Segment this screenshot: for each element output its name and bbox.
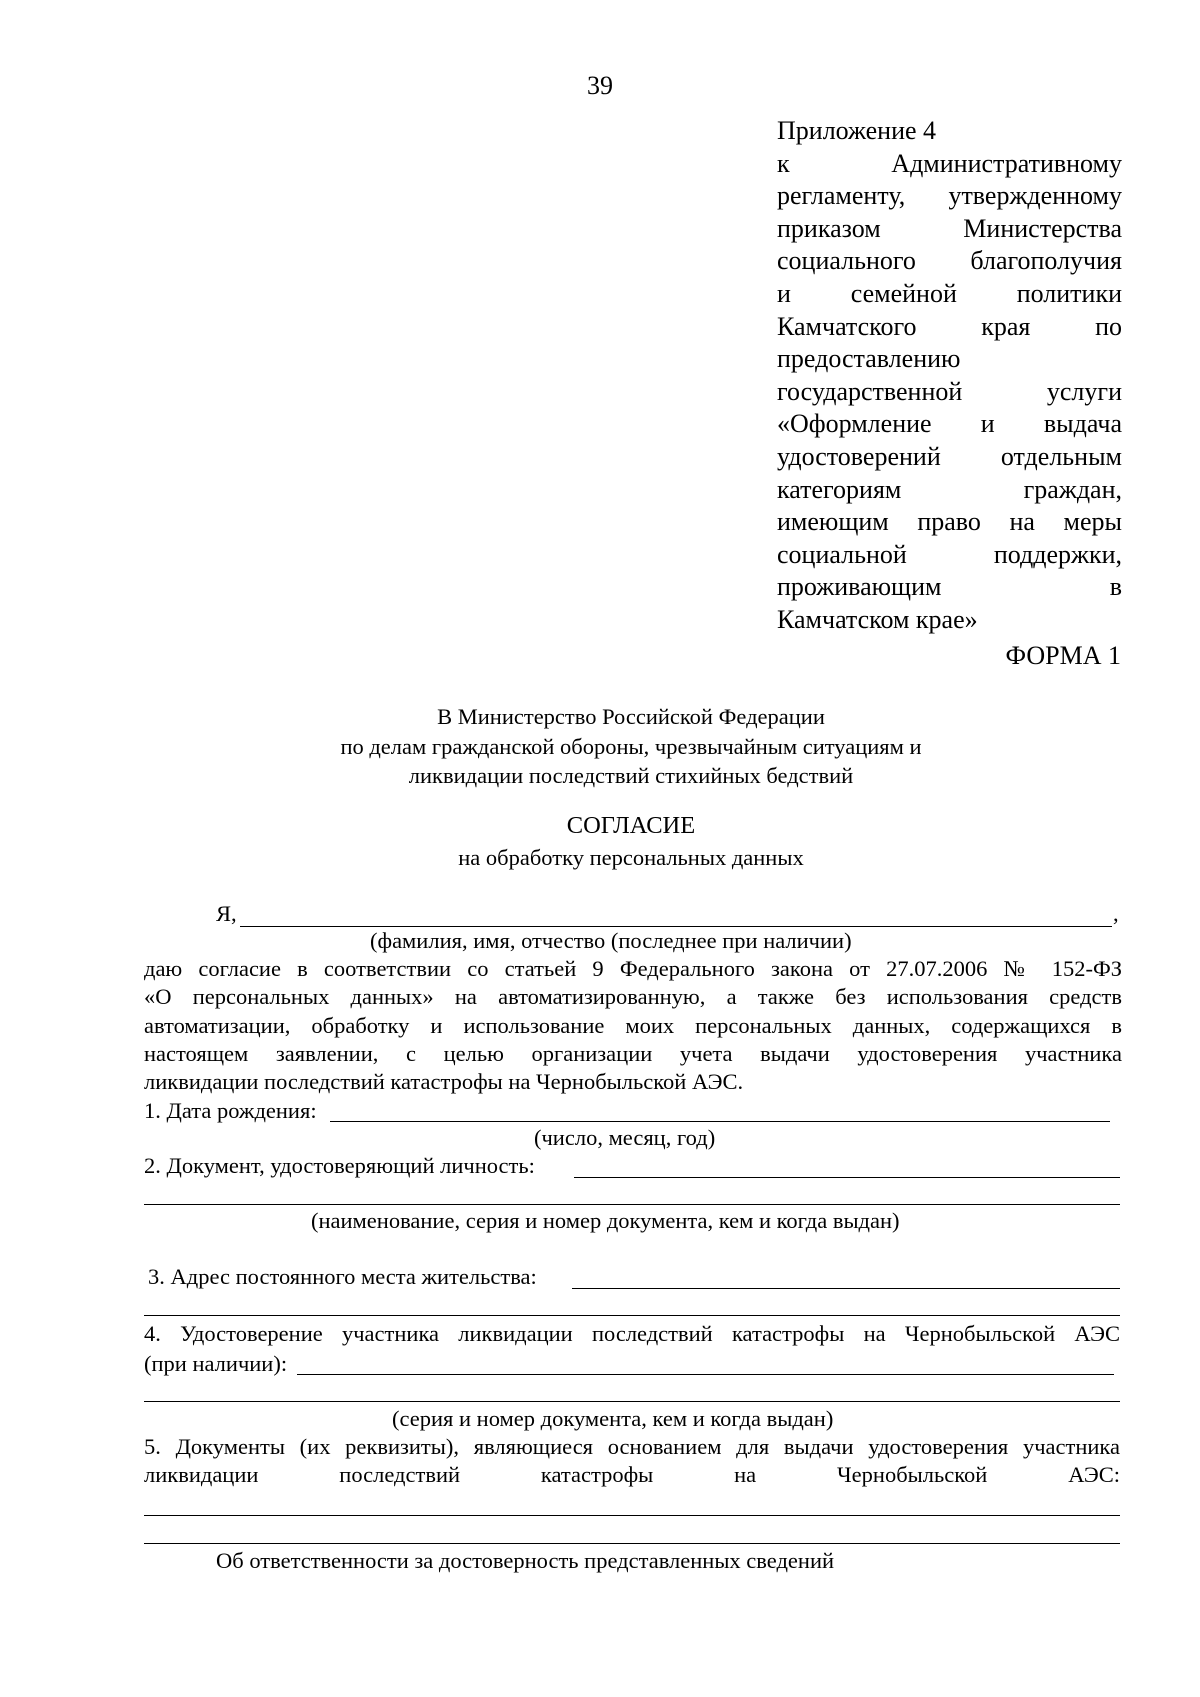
appendix-line: удостоверений отдельным bbox=[777, 441, 1122, 471]
appendix-line: регламенту, утвержденному bbox=[777, 181, 1122, 211]
id-document-field[interactable] bbox=[574, 1177, 1120, 1178]
i-label: Я, bbox=[216, 901, 237, 926]
appendix-line: категориям граждан, bbox=[777, 474, 1122, 504]
document-title: СОГЛАСИЕ bbox=[566, 812, 696, 839]
consent-line: ликвидации последствий катастрофы на Чернобыльской АЭС. bbox=[144, 1069, 744, 1095]
consent-line: «О персональных данных» на автоматизированную, а также без использования средств bbox=[144, 984, 1122, 1010]
basis-docs-line: 5. Документы (их реквизиты), являющиеся основанием для выдачи удостоверения участника bbox=[144, 1434, 1120, 1459]
addressee-line: В Министерство Российской Федерации bbox=[437, 704, 825, 729]
addressee-block bbox=[0, 702, 1200, 791]
basis-docs-field[interactable] bbox=[144, 1515, 1120, 1516]
appendix-line: социальной поддержки, bbox=[777, 539, 1122, 569]
page-number: 39 bbox=[587, 71, 613, 100]
full-name-caption: (фамилия, имя, отчество (последнее при наличии) bbox=[370, 928, 852, 953]
appendix-line: предоставлению bbox=[777, 344, 961, 374]
id-document-caption: (наименование, серия и номер документа, кем и когда выдан) bbox=[311, 1208, 900, 1233]
addressee-line: по делам гражданской обороны, чрезвычайным ситуациям и bbox=[340, 733, 922, 759]
basis-docs-line: ликвидации последствий катастрофы на Чернобыльской АЭС: bbox=[144, 1462, 1120, 1487]
consent-paragraph bbox=[144, 955, 1122, 1096]
basis-docs-field-line-2[interactable] bbox=[144, 1543, 1120, 1544]
appendix-line: «Оформление и выдача bbox=[777, 409, 1122, 439]
birth-date-label: 1. Дата рождения: bbox=[144, 1098, 317, 1123]
certificate-field-line-2[interactable] bbox=[144, 1401, 1120, 1402]
consent-line: даю согласие в соответствии со статьей 9 Федерального закона от 27.07.2006 № 152-ФЗ bbox=[144, 956, 1122, 981]
document-subtitle: на обработку персональных данных bbox=[458, 845, 804, 870]
birth-date-field[interactable] bbox=[330, 1121, 1110, 1122]
id-document-label: 2. Документ, удостоверяющий личность: bbox=[144, 1153, 535, 1178]
certificate-field[interactable] bbox=[297, 1374, 1114, 1375]
address-field-line-2[interactable] bbox=[144, 1315, 1120, 1316]
appendix-line: к Административному bbox=[777, 148, 1122, 178]
appendix-line: Камчатском крае» bbox=[777, 604, 978, 634]
appendix-line: приказом Министерства bbox=[777, 213, 1122, 243]
appendix-line: и семейной политики bbox=[777, 278, 1122, 308]
certificate-label: (при наличии): bbox=[144, 1351, 288, 1376]
addressee-line: ликвидации последствий стихийных бедствий bbox=[408, 763, 854, 788]
responsibility-text: Об ответственности за достоверность представленных сведений bbox=[216, 1548, 835, 1573]
appendix-line: Приложение 4 bbox=[777, 116, 937, 145]
appendix-line: имеющим право на меры bbox=[777, 507, 1122, 537]
appendix-line: социального благополучия bbox=[777, 246, 1122, 276]
appendix-line: государственной услуги bbox=[777, 376, 1122, 406]
consent-line: автоматизации, обработку и использование моих персональных данных, содержащихся в bbox=[144, 1012, 1122, 1038]
address-label: 3. Адрес постоянного места жительства: bbox=[148, 1264, 537, 1289]
birth-date-caption: (число, месяц, год) bbox=[534, 1125, 716, 1150]
id-document-field-line-2[interactable] bbox=[144, 1204, 1120, 1205]
certificate-caption: (серия и номер документа, кем и когда выдан) bbox=[392, 1406, 834, 1431]
form-label: ФОРМА 1 bbox=[1005, 641, 1121, 670]
appendix-block bbox=[777, 115, 1122, 637]
i-comma: , bbox=[1113, 901, 1119, 926]
consent-line: настоящем заявлении, с целью организации учета выдачи удостоверения участника bbox=[144, 1040, 1122, 1066]
address-field[interactable] bbox=[572, 1288, 1120, 1289]
appendix-line: проживающим в bbox=[777, 572, 1122, 602]
appendix-line: Камчатского края по bbox=[777, 311, 1122, 341]
certificate-line: 4. Удостоверение участника ликвидации последствий катастрофы на Чернобыльской АЭС bbox=[144, 1321, 1120, 1346]
